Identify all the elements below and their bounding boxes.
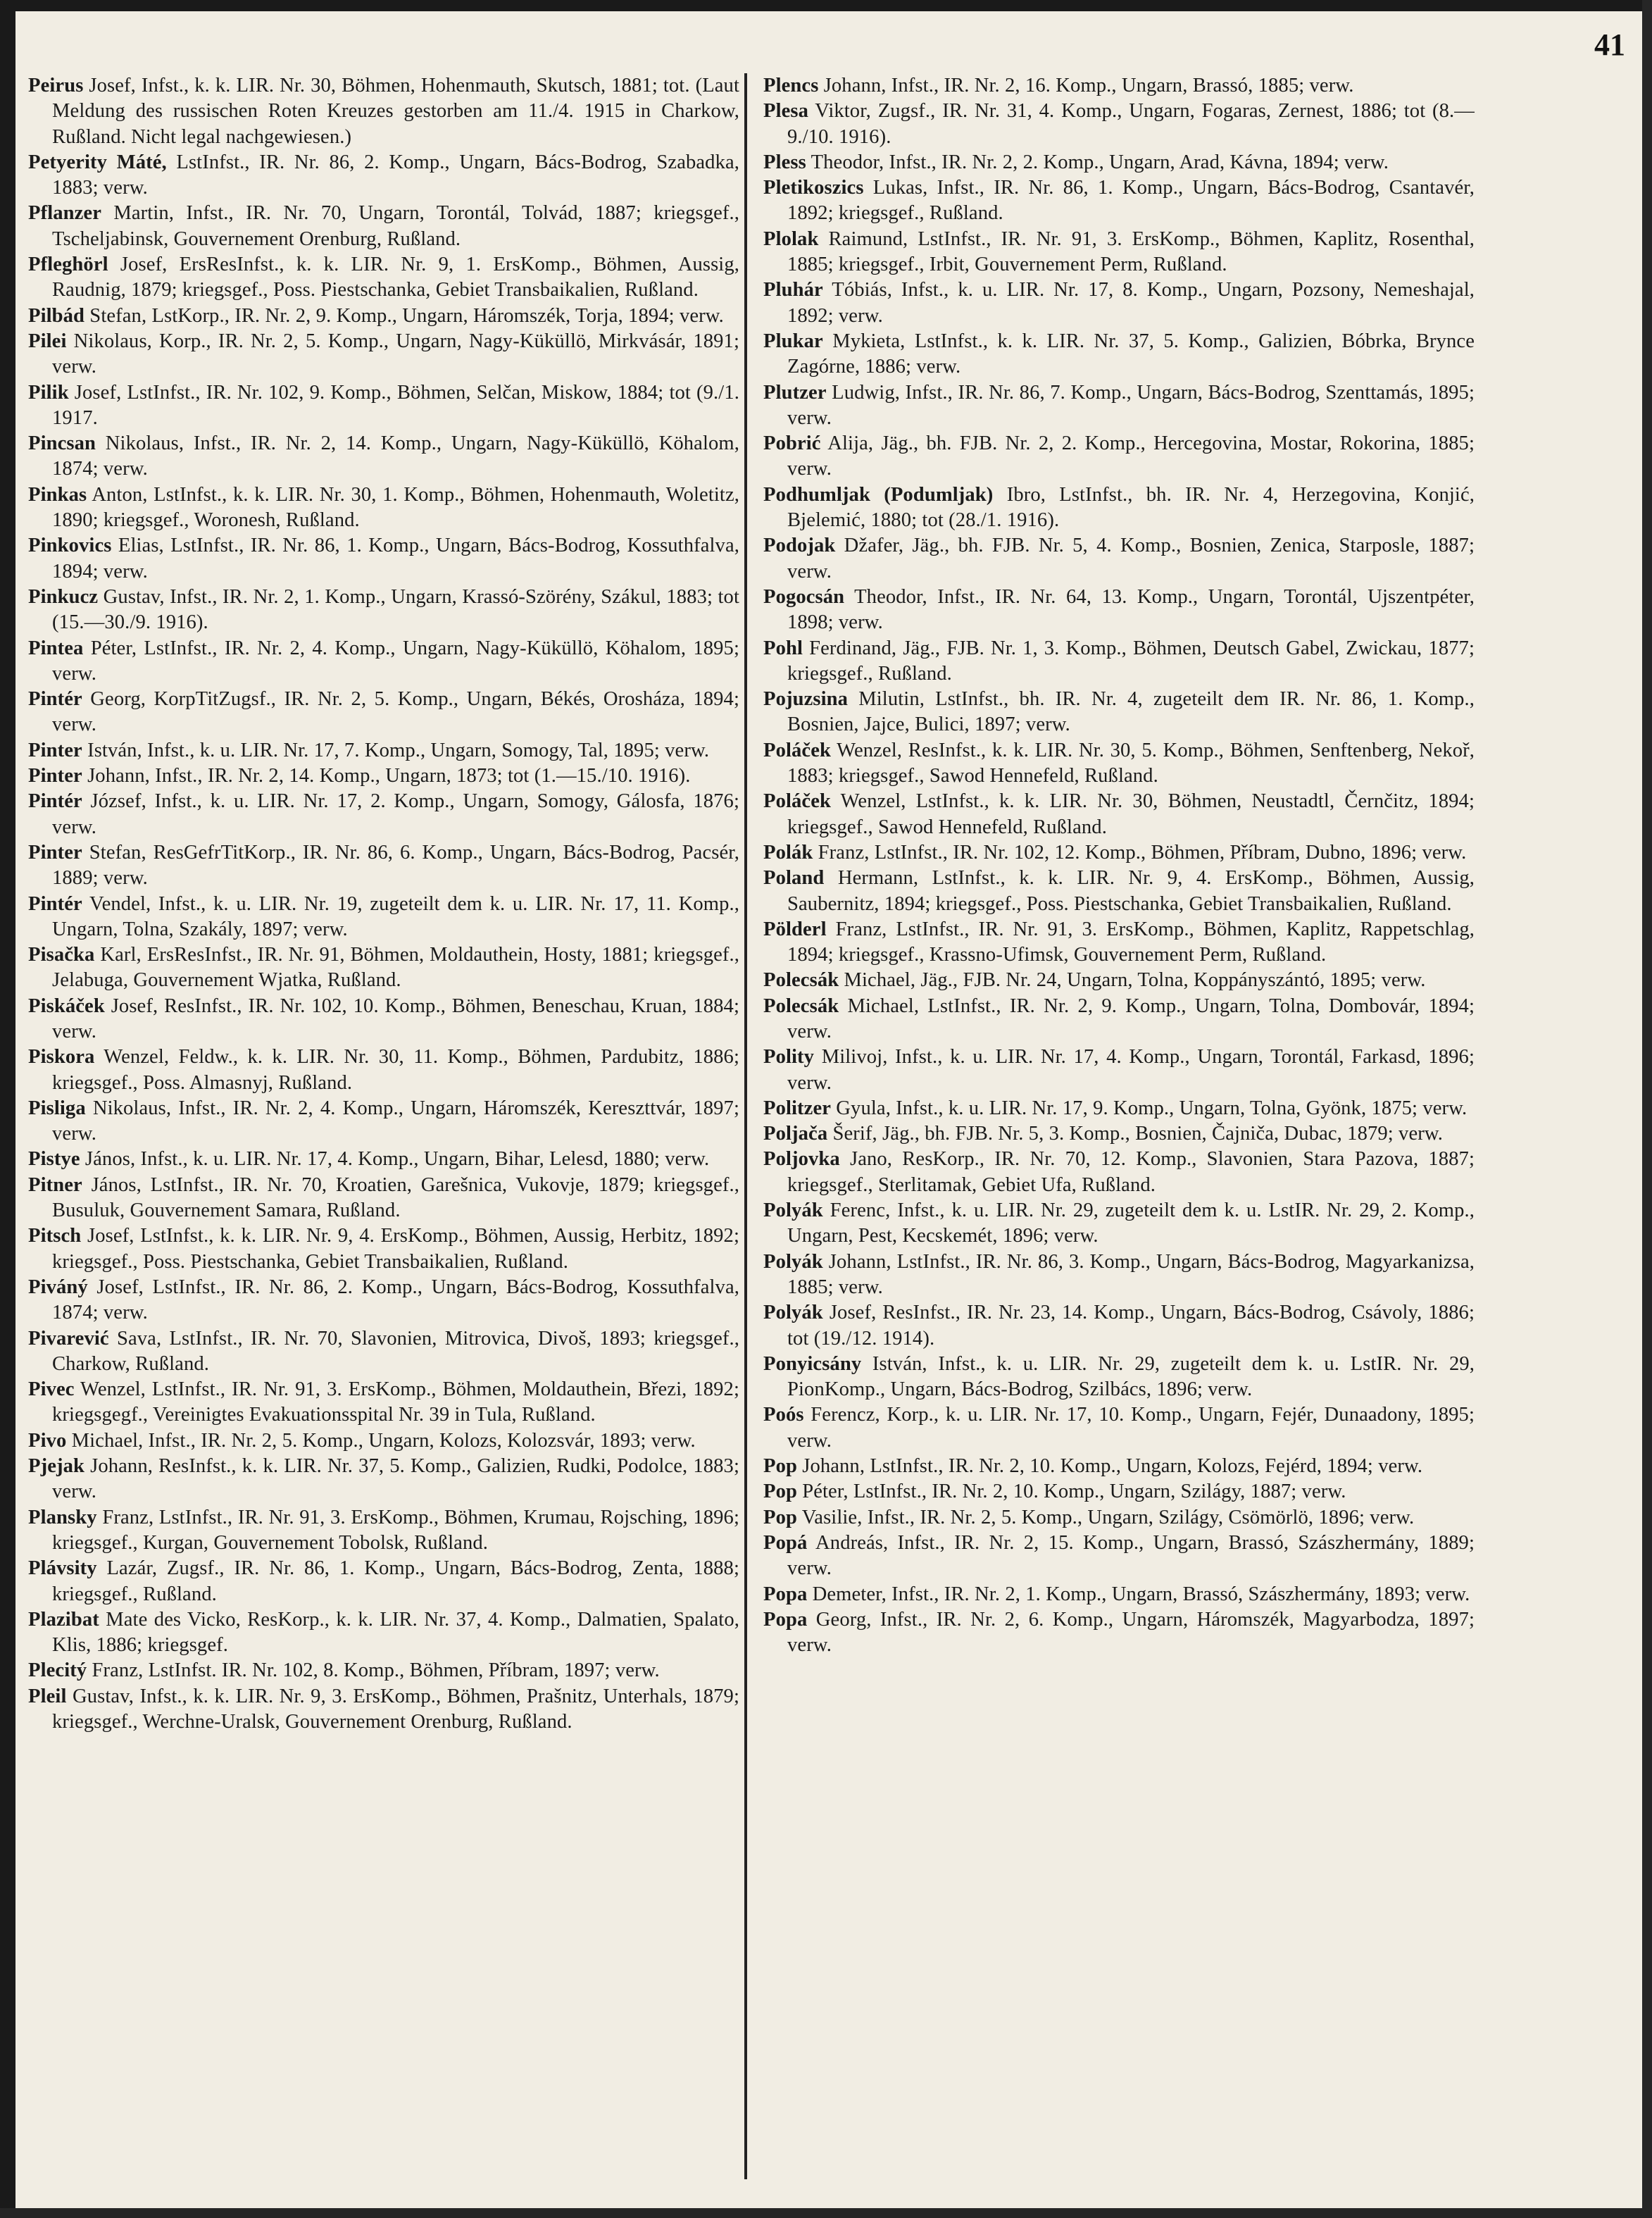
entry-surname: Pitner bbox=[28, 1173, 82, 1196]
entry-details: Franz, LstInfst., IR. Nr. 102, 12. Komp., Böhmen, Příbram, Dubno, 1896; verw. bbox=[813, 841, 1467, 864]
entry-details: Stefan, LstKorp., IR. Nr. 2, 9. Komp., Ungarn, Háromszék, Torja, 1894; verw. bbox=[85, 304, 724, 327]
entry-surname: Pletikoszics bbox=[763, 177, 864, 199]
entry-surname: Pless bbox=[763, 151, 806, 173]
right-column bbox=[763, 73, 1475, 1658]
list-entry bbox=[763, 1479, 1475, 1504]
list-entry bbox=[28, 1223, 739, 1275]
entry-surname: Piváný bbox=[28, 1276, 88, 1298]
scan-border-top bbox=[0, 0, 1652, 11]
list-entry bbox=[28, 994, 739, 1045]
list-entry bbox=[28, 1684, 739, 1736]
entry-surname: Plazibat bbox=[28, 1608, 99, 1631]
list-entry bbox=[763, 482, 1475, 534]
entry-details: Ferdinand, Jäg., FJB. Nr. 1, 3. Komp., Böhmen, Deutsch Gabel, Zwickau, 1877; kriegsgef., Rußland. bbox=[787, 637, 1475, 685]
entry-surname: Politzer bbox=[763, 1097, 832, 1119]
entry-surname: Pinter bbox=[28, 739, 82, 761]
entry-surname: Pflanzer bbox=[28, 202, 102, 225]
entry-surname: Pintea bbox=[28, 637, 84, 659]
entry-details: Wenzel, Feldw., k. k. LIR. Nr. 30, 11. Komp., Böhmen, Pardubitz, 1886; kriegsgef., Poss. Almasnyj, Rußland. bbox=[52, 1046, 739, 1094]
list-entry bbox=[28, 738, 739, 764]
entry-details: Wenzel, LstInfst., k. k. LIR. Nr. 30, Böhmen, Neustadtl, Černčitz, 1894; kriegsgef., Sawod Hennefeld, Rußland. bbox=[787, 790, 1475, 838]
entry-details: Šerif, Jäg., bh. FJB. Nr. 5, 3. Komp., Bosnien, Čajniča, Dubac, 1879; verw. bbox=[827, 1123, 1444, 1145]
entry-details: Elias, LstInfst., IR. Nr. 86, 1. Komp., Ungarn, Bács-Bodrog, Kossuthfalva, 1894; verw. bbox=[52, 535, 739, 582]
list-entry bbox=[28, 482, 739, 534]
list-entry bbox=[28, 304, 739, 329]
entry-surname: Plukar bbox=[763, 330, 823, 352]
entry-surname: Popa bbox=[763, 1583, 808, 1605]
entry-surname: Pinkucz bbox=[28, 585, 99, 608]
entry-details: Michael, Jäg., FJB. Nr. 24, Ungarn, Tolna, Koppányszántó, 1895; verw. bbox=[839, 969, 1426, 992]
entry-surname: Poós bbox=[763, 1404, 804, 1426]
list-entry bbox=[28, 252, 739, 304]
list-entry bbox=[763, 1607, 1475, 1659]
list-entry bbox=[763, 1582, 1475, 1607]
entry-surname: Plesa bbox=[763, 100, 809, 123]
entry-surname: Pintér bbox=[28, 688, 82, 711]
entry-surname: Polyák bbox=[763, 1200, 823, 1222]
list-entry bbox=[28, 764, 739, 789]
entry-surname: Polák bbox=[763, 841, 813, 864]
entry-details: Mykieta, LstInfst., k. k. LIR. Nr. 37, 5. Komp., Galizien, Bóbrka, Brynce Zagórne, 1886; verw. bbox=[787, 330, 1475, 378]
entry-details: Milivoj, Infst., k. u. LIR. Nr. 17, 4. Komp., Ungarn, Torontál, Farkasd, 1896; verw. bbox=[787, 1046, 1475, 1094]
page-number: 41 bbox=[1594, 27, 1625, 62]
entry-surname: Pintér bbox=[28, 790, 82, 813]
list-entry bbox=[763, 636, 1475, 687]
scan-border-right bbox=[1642, 0, 1652, 2218]
list-entry bbox=[763, 866, 1475, 917]
entry-details: Péter, LstInfst., IR. Nr. 2, 4. Komp., Ungarn, Nagy-Küküllö, Köhalom, 1895; verw. bbox=[52, 637, 739, 685]
entry-surname: Pinkovics bbox=[28, 535, 112, 557]
entry-details: Alija, Jäg., bh. FJB. Nr. 2, 2. Komp., Hercegovina, Mostar, Rokorina, 1885; verw. bbox=[787, 432, 1475, 480]
entry-surname: Popá bbox=[763, 1531, 808, 1554]
list-entry bbox=[28, 431, 739, 482]
entry-surname: Poljača bbox=[763, 1123, 828, 1145]
entry-surname: Pivo bbox=[28, 1429, 67, 1452]
list-entry bbox=[28, 1045, 739, 1096]
entry-surname: Ponyicsány bbox=[763, 1352, 862, 1375]
entry-surname: Pinkas bbox=[28, 483, 87, 506]
entry-surname: Poláček bbox=[763, 790, 831, 813]
entry-surname: Plencs bbox=[763, 75, 819, 96]
entry-details: Tóbiás, Infst., k. u. LIR. Nr. 17, 8. Komp., Ungarn, Pozsony, Nemeshajal, 1892; verw. bbox=[787, 279, 1475, 327]
entry-details: Johann, Infst., IR. Nr. 2, 16. Komp., Ungarn, Brassó, 1885; verw. bbox=[818, 75, 1354, 96]
entry-details: Martin, Infst., IR. Nr. 70, Ungarn, Torontál, Tolvád, 1887; kriegsgef., Tscheljabinsk, Gouvernement Orenburg, Rußland. bbox=[52, 202, 739, 250]
entry-details: János, Infst., k. u. LIR. Nr. 17, 4. Komp., Ungarn, Bihar, Lelesd, 1880; verw. bbox=[80, 1148, 710, 1171]
entry-surname: Polyák bbox=[763, 1250, 823, 1273]
entry-surname: Pjejak bbox=[28, 1455, 85, 1478]
list-entry bbox=[28, 1658, 739, 1683]
entry-details: Andreás, Infst., IR. Nr. 2, 15. Komp., Ungarn, Brassó, Szászhermány, 1889; verw. bbox=[787, 1531, 1475, 1580]
list-entry bbox=[763, 687, 1475, 738]
list-entry bbox=[28, 73, 739, 150]
entry-details: Anton, LstInfst., k. k. LIR. Nr. 30, 1. Komp., Böhmen, Hohenmauth, Woletitz, 1890; kriegsgef., Woronesh, Rußland. bbox=[52, 483, 739, 532]
list-entry bbox=[28, 840, 739, 892]
entry-surname: Pölderl bbox=[763, 918, 827, 940]
entry-details: Franz, LstInfst., IR. Nr. 91, 3. ErsKomp., Böhmen, Kaplitz, Rappetschlag, 1894; kriegsgef., Krassno-Ufimsk, Gouvernement Perm, Rußland. bbox=[787, 918, 1475, 966]
entry-details: Lazár, Zugsf., IR. Nr. 86, 1. Komp., Ungarn, Bács-Bodrog, Zenta, 1888; kriegsgef., Rußland. bbox=[52, 1557, 739, 1605]
entry-details: Michael, Infst., IR. Nr. 2, 5. Komp., Ungarn, Kolozs, Kolozsvár, 1893; verw. bbox=[66, 1429, 696, 1452]
entry-details: Vendel, Infst., k. u. LIR. Nr. 19, zugeteilt dem k. u. LIR. Nr. 17, 11. Komp., Ungarn, Tolna, Szakály, 1897; verw. bbox=[52, 892, 739, 940]
list-entry bbox=[763, 1300, 1475, 1352]
list-entry bbox=[28, 789, 739, 840]
entry-details: Josef, LstInfst., IR. Nr. 86, 2. Komp., Ungarn, Bács-Bodrog, Kossuthfalva, 1874; verw. bbox=[52, 1276, 739, 1324]
list-entry bbox=[763, 917, 1475, 968]
entry-surname: Pisačka bbox=[28, 944, 95, 966]
list-entry bbox=[28, 380, 739, 432]
list-entry bbox=[763, 1454, 1475, 1479]
entry-details: Wenzel, LstInfst., IR. Nr. 91, 3. ErsKomp., Böhmen, Moldauthein, Březi, 1892; kriegsgegf., Vereinigtes Evakuationsspital Nr. 39 in Tula, Rußland. bbox=[52, 1378, 739, 1426]
list-entry bbox=[763, 431, 1475, 482]
entry-surname: Pinter bbox=[28, 841, 82, 864]
entry-details: Viktor, Zugsf., IR. Nr. 31, 4. Komp., Ungarn, Fogaras, Zernest, 1886; tot (8.—9./10. 1916). bbox=[787, 100, 1475, 148]
entry-surname: Pojuzsina bbox=[763, 688, 849, 711]
list-entry bbox=[763, 1121, 1475, 1147]
list-entry bbox=[28, 533, 739, 585]
entry-details: Ferenc, Infst., k. u. LIR. Nr. 29, zugeteilt dem k. u. LstIR. Nr. 29, 2. Komp., Ungarn, Pest, Kecskemét, 1896; verw. bbox=[787, 1200, 1475, 1247]
entry-surname: Poljovka bbox=[763, 1148, 840, 1171]
entry-details: Josef, LstInfst., IR. Nr. 102, 9. Komp., Böhmen, Selčan, Miskow, 1884; tot (9./1. 1917. bbox=[52, 381, 739, 429]
list-entry bbox=[763, 738, 1475, 790]
entry-details: Wenzel, ResInfst., k. k. LIR. Nr. 30, 5. Komp., Böhmen, Senftenberg, Nekoř, 1883; kriegsgef., Sawod Hennefeld, Rußland. bbox=[787, 739, 1475, 787]
entry-details: Džafer, Jäg., bh. FJB. Nr. 5, 4. Komp., Bosnien, Zenica, Starposle, 1887; verw. bbox=[787, 535, 1475, 582]
entry-details: Ferencz, Korp., k. u. LIR. Nr. 17, 10. Komp., Ungarn, Fejér, Dunaadony, 1895; verw. bbox=[787, 1404, 1475, 1452]
list-entry bbox=[28, 636, 739, 687]
entry-surname: Podhumljak (Podumljak) bbox=[763, 483, 994, 506]
entry-surname: Plansky bbox=[28, 1506, 97, 1528]
entry-details: Gyula, Infst., k. u. LIR. Nr. 17, 9. Komp., Ungarn, Tolna, Gyönk, 1875; verw. bbox=[831, 1097, 1468, 1119]
list-entry bbox=[763, 73, 1475, 99]
entry-details: Ludwig, Infst., IR. Nr. 86, 7. Komp., Ungarn, Bács-Bodrog, Szenttamás, 1895; verw. bbox=[787, 381, 1475, 429]
list-entry bbox=[28, 1326, 739, 1378]
entry-surname: Polecsák bbox=[763, 995, 839, 1017]
left-column bbox=[28, 73, 739, 1735]
list-entry bbox=[763, 1045, 1475, 1096]
entry-surname: Pobrić bbox=[763, 432, 821, 455]
entry-details: János, LstInfst., IR. Nr. 70, Kroatien, Garešnica, Vukovje, 1879; kriegsgef., Busuluk, Gouvernement Samara, Rußland. bbox=[52, 1173, 739, 1222]
entry-surname: Plecitý bbox=[28, 1659, 87, 1682]
entry-surname: Pincsan bbox=[28, 432, 96, 455]
list-entry bbox=[28, 1428, 739, 1454]
list-entry bbox=[28, 1275, 739, 1326]
entry-details: Johann, ResInfst., k. k. LIR. Nr. 37, 5. Komp., Galizien, Rudki, Podolce, 1883; verw. bbox=[52, 1455, 739, 1503]
entry-details: Josef, Infst., k. k. LIR. Nr. 30, Böhmen, Hohenmauth, Skutsch, 1881; tot. (Laut Meldung des russischen Roten Kreuzes gestorben am 11./4. 1915 in Charkow, Rußland. Nicht legal nachgewiesen.) bbox=[52, 75, 739, 148]
entry-details: Raimund, LstInfst., IR. Nr. 91, 3. ErsKomp., Böhmen, Kaplitz, Rosenthal, 1885; kriegsgef., Irbit, Gouvernement Perm, Rußland. bbox=[787, 228, 1475, 276]
entry-details: Sava, LstInfst., IR. Nr. 70, Slavonien, Mitrovica, Divoš, 1893; kriegsgef., Charkow, Rußland. bbox=[52, 1327, 739, 1375]
entry-surname: Pilbád bbox=[28, 304, 85, 327]
entry-surname: Peirus bbox=[28, 75, 84, 96]
entry-surname: Pop bbox=[763, 1481, 797, 1503]
entry-details: Theodor, Infst., IR. Nr. 64, 13. Komp., Ungarn, Torontál, Ujszentpéter, 1898; verw. bbox=[787, 585, 1475, 634]
entry-details: József, Infst., k. u. LIR. Nr. 17, 2. Komp., Ungarn, Somogy, Gálosfa, 1876; verw. bbox=[52, 790, 739, 838]
entry-surname: Plolak bbox=[763, 228, 819, 250]
entry-surname: Pohl bbox=[763, 637, 803, 659]
entry-details: Franz, LstInfst., IR. Nr. 91, 3. ErsKomp., Böhmen, Krumau, Rojsching, 1896; kriegsgef., Kurgan, Gouvernement Tobolsk, Rußland. bbox=[52, 1506, 739, 1554]
entry-details: Hermann, LstInfst., k. k. LIR. Nr. 9, 4. ErsKomp., Böhmen, Aussig, Saubernitz, 1894; kriegsgef., Poss. Piestschanka, Gebiet Transbaikalien, Rußland. bbox=[787, 867, 1475, 915]
entry-surname: Polyák bbox=[763, 1302, 823, 1324]
entry-details: Gustav, Infst., IR. Nr. 2, 1. Komp., Ungarn, Krassó-Szörény, Szákul, 1883; tot (15.—30./9. 1916). bbox=[52, 585, 739, 634]
entry-surname: Popa bbox=[763, 1608, 808, 1631]
entry-details: Josef, ResInfst., IR. Nr. 102, 10. Komp., Böhmen, Beneschau, Kruan, 1884; verw. bbox=[52, 995, 739, 1042]
entry-details: István, Infst., k. u. LIR. Nr. 29, zugeteilt dem k. u. LstIR. Nr. 29, PionKomp., Ungarn, Bács-Bodrog, Szilbács, 1896; verw. bbox=[787, 1352, 1475, 1401]
list-entry bbox=[763, 585, 1475, 636]
list-entry bbox=[28, 1173, 739, 1224]
list-entry bbox=[28, 1096, 739, 1147]
list-entry bbox=[28, 892, 739, 943]
entry-surname: Piskora bbox=[28, 1046, 95, 1068]
entry-details: Josef, ResInfst., IR. Nr. 23, 14. Komp., Ungarn, Bács-Bodrog, Csávoly, 1886; tot (19./12. 1914). bbox=[787, 1302, 1475, 1350]
entry-surname: Pilik bbox=[28, 381, 69, 404]
entry-surname: Pitsch bbox=[28, 1225, 82, 1247]
entry-details: Gustav, Infst., k. k. LIR. Nr. 9, 3. ErsKomp., Böhmen, Prašnitz, Unterhals, 1879; kriegsgef., Werchne-Uralsk, Gouvernement Orenburg, Rußland. bbox=[52, 1685, 739, 1733]
list-entry bbox=[28, 585, 739, 636]
list-entry bbox=[763, 99, 1475, 150]
entry-details: LstInfst., IR. Nr. 86, 2. Komp., Ungarn, Bács-Bodrog, Szabadka, 1883; verw. bbox=[52, 151, 740, 199]
list-entry bbox=[763, 329, 1475, 380]
list-entry bbox=[28, 687, 739, 738]
entry-details: Vasilie, Infst., IR. Nr. 2, 5. Komp., Ungarn, Szilágy, Csömörlö, 1896; verw. bbox=[796, 1506, 1415, 1528]
entry-details: Nikolaus, Korp., IR. Nr. 2, 5. Komp., Ungarn, Nagy-Küküllö, Mirkvásár, 1891; verw. bbox=[52, 330, 739, 378]
entry-surname: Pop bbox=[763, 1506, 797, 1528]
list-entry bbox=[763, 994, 1475, 1045]
list-entry bbox=[28, 1377, 739, 1428]
entry-details: Georg, KorpTitZugsf., IR. Nr. 2, 5. Komp., Ungarn, Békés, Orosháza, 1894; verw. bbox=[52, 688, 739, 736]
entry-surname: Pluhár bbox=[763, 279, 823, 301]
list-entry bbox=[763, 533, 1475, 585]
list-entry bbox=[28, 201, 739, 252]
entry-surname: Pilei bbox=[28, 330, 67, 352]
entry-surname: Pogocsán bbox=[763, 585, 845, 608]
entry-surname: Pleil bbox=[28, 1685, 67, 1707]
entry-surname: Poláček bbox=[763, 739, 831, 761]
entry-details: István, Infst., k. u. LIR. Nr. 17, 7. Komp., Ungarn, Somogy, Tal, 1895; verw. bbox=[82, 739, 710, 761]
entry-surname: Petyerity Máté, bbox=[28, 151, 167, 173]
entry-surname: Poland bbox=[763, 867, 825, 890]
column-divider bbox=[744, 73, 747, 2179]
entry-surname: Pistye bbox=[28, 1148, 80, 1171]
entry-surname: Pinter bbox=[28, 765, 82, 787]
list-entry bbox=[763, 1096, 1475, 1121]
list-entry bbox=[28, 1454, 739, 1505]
entry-details: Georg, Infst., IR. Nr. 2, 6. Komp., Ungarn, Háromszék, Magyarbodza, 1897; verw. bbox=[787, 1608, 1475, 1657]
entry-details: Milutin, LstInfst., bh. IR. Nr. 4, zugeteilt dem IR. Nr. 86, 1. Komp., Bosnien, Jajce, Bulici, 1897; verw. bbox=[787, 688, 1475, 736]
list-entry bbox=[763, 150, 1475, 175]
entry-details: Karl, ErsResInfst., IR. Nr. 91, Böhmen, Moldauthein, Hosty, 1881; kriegsgef., Jelabuga, Gouvernement Wjatka, Rußland. bbox=[52, 944, 739, 992]
list-entry bbox=[763, 227, 1475, 278]
entry-details: Ibro, LstInfst., bh. IR. Nr. 4, Herzegovina, Konjić, Bjelemić, 1880; tot (28./1. 1916). bbox=[787, 483, 1475, 532]
entry-details: Josef, ErsResInfst., k. k. LIR. Nr. 9, 1. ErsKomp., Böhmen, Aussig, Raudnig, 1879; kriegsgef., Poss. Piestschanka, Gebiet Transbaikalien, Rußland. bbox=[52, 254, 739, 301]
list-entry bbox=[763, 278, 1475, 329]
entry-details: Lukas, Infst., IR. Nr. 86, 1. Komp., Ungarn, Bács-Bodrog, Csantavér, 1892; kriegsgef., Rußland. bbox=[787, 177, 1475, 225]
list-entry bbox=[763, 1198, 1475, 1250]
entry-details: Theodor, Infst., IR. Nr. 2, 2. Komp., Ungarn, Arad, Kávna, 1894; verw. bbox=[806, 151, 1389, 173]
entry-surname: Piskáček bbox=[28, 995, 105, 1017]
list-entry bbox=[28, 150, 739, 201]
list-entry bbox=[28, 329, 739, 380]
entry-details: Franz, LstInfst. IR. Nr. 102, 8. Komp., Böhmen, Příbram, 1897; verw. bbox=[87, 1659, 660, 1682]
entry-surname: Podojak bbox=[763, 535, 836, 557]
entry-details: Péter, LstInfst., IR. Nr. 2, 10. Komp., Ungarn, Szilágy, 1887; verw. bbox=[796, 1481, 1346, 1503]
entry-surname: Plávsity bbox=[28, 1557, 97, 1580]
list-entry bbox=[28, 1556, 739, 1607]
entry-details: Mate des Vicko, ResKorp., k. k. LIR. Nr. 37, 4. Komp., Dalmatien, Spalato, Klis, 1886; kriegsgef. bbox=[52, 1608, 739, 1657]
list-entry bbox=[763, 1505, 1475, 1531]
entry-details: Nikolaus, Infst., IR. Nr. 2, 4. Komp., Ungarn, Háromszék, Kereszttvár, 1897; verw. bbox=[52, 1097, 739, 1145]
entry-surname: Pop bbox=[763, 1455, 797, 1478]
entry-details: Demeter, Infst., IR. Nr. 2, 1. Komp., Ungarn, Brassó, Szászhermány, 1893; verw. bbox=[807, 1583, 1470, 1605]
entry-details: Johann, LstInfst., IR. Nr. 2, 10. Komp., Ungarn, Kolozs, Fejérd, 1894; verw. bbox=[796, 1455, 1423, 1478]
entry-surname: Polity bbox=[763, 1046, 815, 1068]
entry-surname: Pfleghörl bbox=[28, 254, 108, 276]
entry-details: Josef, LstInfst., k. k. LIR. Nr. 9, 4. ErsKomp., Böhmen, Aussig, Herbitz, 1892; kriegsgef., Poss. Piestschanka, Gebiet Transbaikalien, Rußland. bbox=[52, 1225, 739, 1273]
scan-border-bottom bbox=[0, 2208, 1652, 2218]
list-entry bbox=[763, 1352, 1475, 1403]
list-entry bbox=[763, 789, 1475, 840]
list-entry bbox=[28, 1607, 739, 1659]
entry-surname: Pintér bbox=[28, 892, 82, 915]
list-entry bbox=[763, 1250, 1475, 1301]
list-entry bbox=[28, 1505, 739, 1557]
entry-details: Johann, Infst., IR. Nr. 2, 14. Komp., Ungarn, 1873; tot (1.—15./10. 1916). bbox=[82, 765, 691, 787]
entry-surname: Pivarević bbox=[28, 1327, 109, 1350]
entry-details: Jano, ResKorp., IR. Nr. 70, 12. Komp., Slavonien, Stara Pazova, 1887; kriegsgef., Sterlitamak, Gebiet Ufa, Rußland. bbox=[787, 1148, 1475, 1196]
list-entry bbox=[28, 1147, 739, 1172]
entry-details: Johann, LstInfst., IR. Nr. 86, 3. Komp., Ungarn, Bács-Bodrog, Magyarkanizsa, 1885; verw. bbox=[787, 1250, 1475, 1298]
scan-border-left bbox=[0, 0, 15, 2218]
entry-details: Stefan, ResGefrTitKorp., IR. Nr. 86, 6. Komp., Ungarn, Bács-Bodrog, Pacsér, 1889; verw. bbox=[52, 841, 739, 890]
list-entry bbox=[763, 1402, 1475, 1454]
entry-surname: Plutzer bbox=[763, 381, 827, 404]
list-entry bbox=[763, 968, 1475, 993]
list-entry bbox=[28, 942, 739, 994]
list-entry bbox=[763, 380, 1475, 432]
entry-surname: Pivec bbox=[28, 1378, 75, 1401]
entry-details: Michael, LstInfst., IR. Nr. 2, 9. Komp., Ungarn, Tolna, Dombovár, 1894; verw. bbox=[787, 995, 1475, 1042]
list-entry bbox=[763, 840, 1475, 866]
entry-details: Nikolaus, Infst., IR. Nr. 2, 14. Komp., Ungarn, Nagy-Küküllö, Köhalom, 1874; verw. bbox=[52, 432, 739, 480]
list-entry bbox=[763, 175, 1475, 227]
entry-surname: Polecsák bbox=[763, 969, 839, 992]
list-entry bbox=[763, 1531, 1475, 1582]
list-entry bbox=[763, 1147, 1475, 1198]
entry-surname: Pisliga bbox=[28, 1097, 86, 1119]
